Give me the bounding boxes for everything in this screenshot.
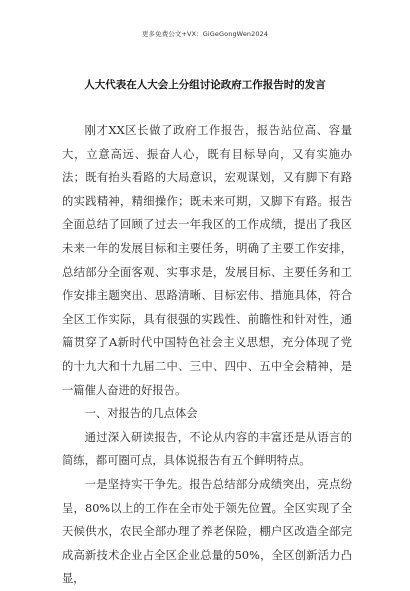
document-title: 人大代表在人大会上分组讨论政府工作报告时的发言 <box>84 79 326 91</box>
paragraph-features-intro: 通过深入研读报告，不论从内容的丰富还是从语言的简练，都可圈可点，具体说报告有五个鲜明特点。 <box>62 430 352 468</box>
header-note: 更多免费公文+VX：GiGeGongWen2024 <box>141 30 269 38</box>
section-heading: 一、对报告的几点体会 <box>84 407 198 421</box>
document-body <box>62 119 352 591</box>
paragraph-intro: 刚才XX区长做了政府工作报告，报告站位高、容量大，立意高远、振奋人心，既有目标导向，又有实施办法；既有抬头看路的大局意识，宏观谋划，又有脚下有路的实践精神，精细操作；既未来可期，又脚下有路。报告全面总结了回顾了过去一年我区的工作成绩，提出了我区未来一年的发展目标和主要任务，明确了主要工作安排，总结部分全面客观、实事求是，发展目标、主要任务和工作安排主题突出、思路清晰、目标宏伟、措施具体，符合全区工作实际，具有很强的实践性、前瞻性和针对性，通篇贯穿了A新时代中国特色社会主义思想，充分体现了党的十九大和十九届二中、三中、四中、五中全会精神，是一篇催人奋进的好报告。 <box>62 124 352 397</box>
paragraph-point-one: 一是坚持实干争先。报告总结部分成绩突出，亮点纷呈，80%以上的工作在全市处于领先位置。全区实现了全天候供水，农民全部办理了养老保险，棚户区改造全部完成高新技术企业占全区企业总量的50%，全区创新活力凸显， <box>62 477 352 586</box>
